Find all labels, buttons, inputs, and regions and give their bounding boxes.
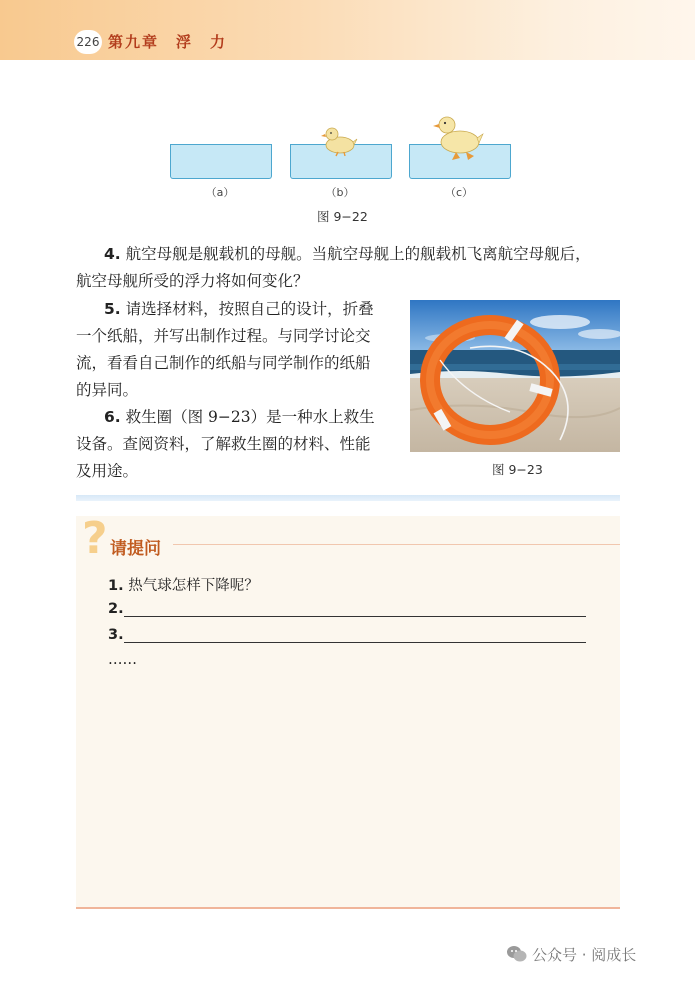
ask-item-1-text: 热气球怎样下降呢？ xyxy=(128,578,259,594)
wechat-icon xyxy=(506,944,528,964)
question-6-line3: 及用途。 xyxy=(76,462,139,480)
ask-section-title: 请提问 xyxy=(110,539,161,559)
question-4-text: 航空母舰是舰载机的母舰。当航空母舰上的舰载机飞离航空母舰后， xyxy=(125,245,591,263)
question-5-line4: 的异同。 xyxy=(76,381,139,399)
figure-label-a: （a） xyxy=(205,186,235,199)
figure-label-c: （c） xyxy=(444,186,474,199)
ask-section-bottom-border xyxy=(76,907,620,909)
question-5-line1: 请选择材料，按照自己的设计，折叠 xyxy=(125,300,374,318)
duck-small-illustration xyxy=(320,124,358,158)
duck-large-illustration xyxy=(432,112,484,162)
ask-title-rule xyxy=(173,544,620,545)
figure-9-23-caption: 图 9−23 xyxy=(492,462,543,477)
question-6-line1: 救生圈（图 9−23）是一种水上救生 xyxy=(125,408,375,426)
ask-item-1 xyxy=(108,574,259,595)
question-4-number: 4. xyxy=(104,245,121,263)
ask-item-2-blank-line[interactable] xyxy=(124,616,586,617)
page-number: 226 xyxy=(74,30,102,54)
ask-item-3-blank-line[interactable] xyxy=(124,642,586,643)
ask-item-1-number: 1. xyxy=(108,578,124,594)
page-header xyxy=(0,0,695,60)
ask-item-2-number: 2. xyxy=(108,601,124,617)
figure-9-22-caption: 图 9−22 xyxy=(317,209,368,224)
question-5-number: 5. xyxy=(104,300,121,318)
question-5-line3: 流，看看自己制作的纸船与同学制作的纸船 xyxy=(76,354,371,372)
question-4-line2: 航空母舰所受的浮力将如何变化？ xyxy=(76,272,309,290)
ask-item-3-number: 3. xyxy=(108,627,124,643)
watermark-text: 公众号 · 阅成长 xyxy=(532,946,637,964)
figure-label-b: （b） xyxy=(325,186,355,199)
question-4 xyxy=(104,240,591,268)
question-6-number: 6. xyxy=(104,408,121,426)
question-5 xyxy=(104,295,374,323)
chapter-title: 第九章 浮 力 xyxy=(108,33,228,51)
lifebuoy-photo xyxy=(410,300,620,452)
section-divider xyxy=(76,495,620,501)
tank-a xyxy=(170,144,272,179)
question-mark-icon: ? xyxy=(82,513,108,564)
question-6-line2: 设备。查阅资料，了解救生圈的材料、性能 xyxy=(76,435,371,453)
question-5-line2: 一个纸船，并写出制作过程。与同学讨论交 xyxy=(76,327,371,345)
question-6 xyxy=(104,403,375,431)
ask-ellipsis: …… xyxy=(108,652,137,668)
